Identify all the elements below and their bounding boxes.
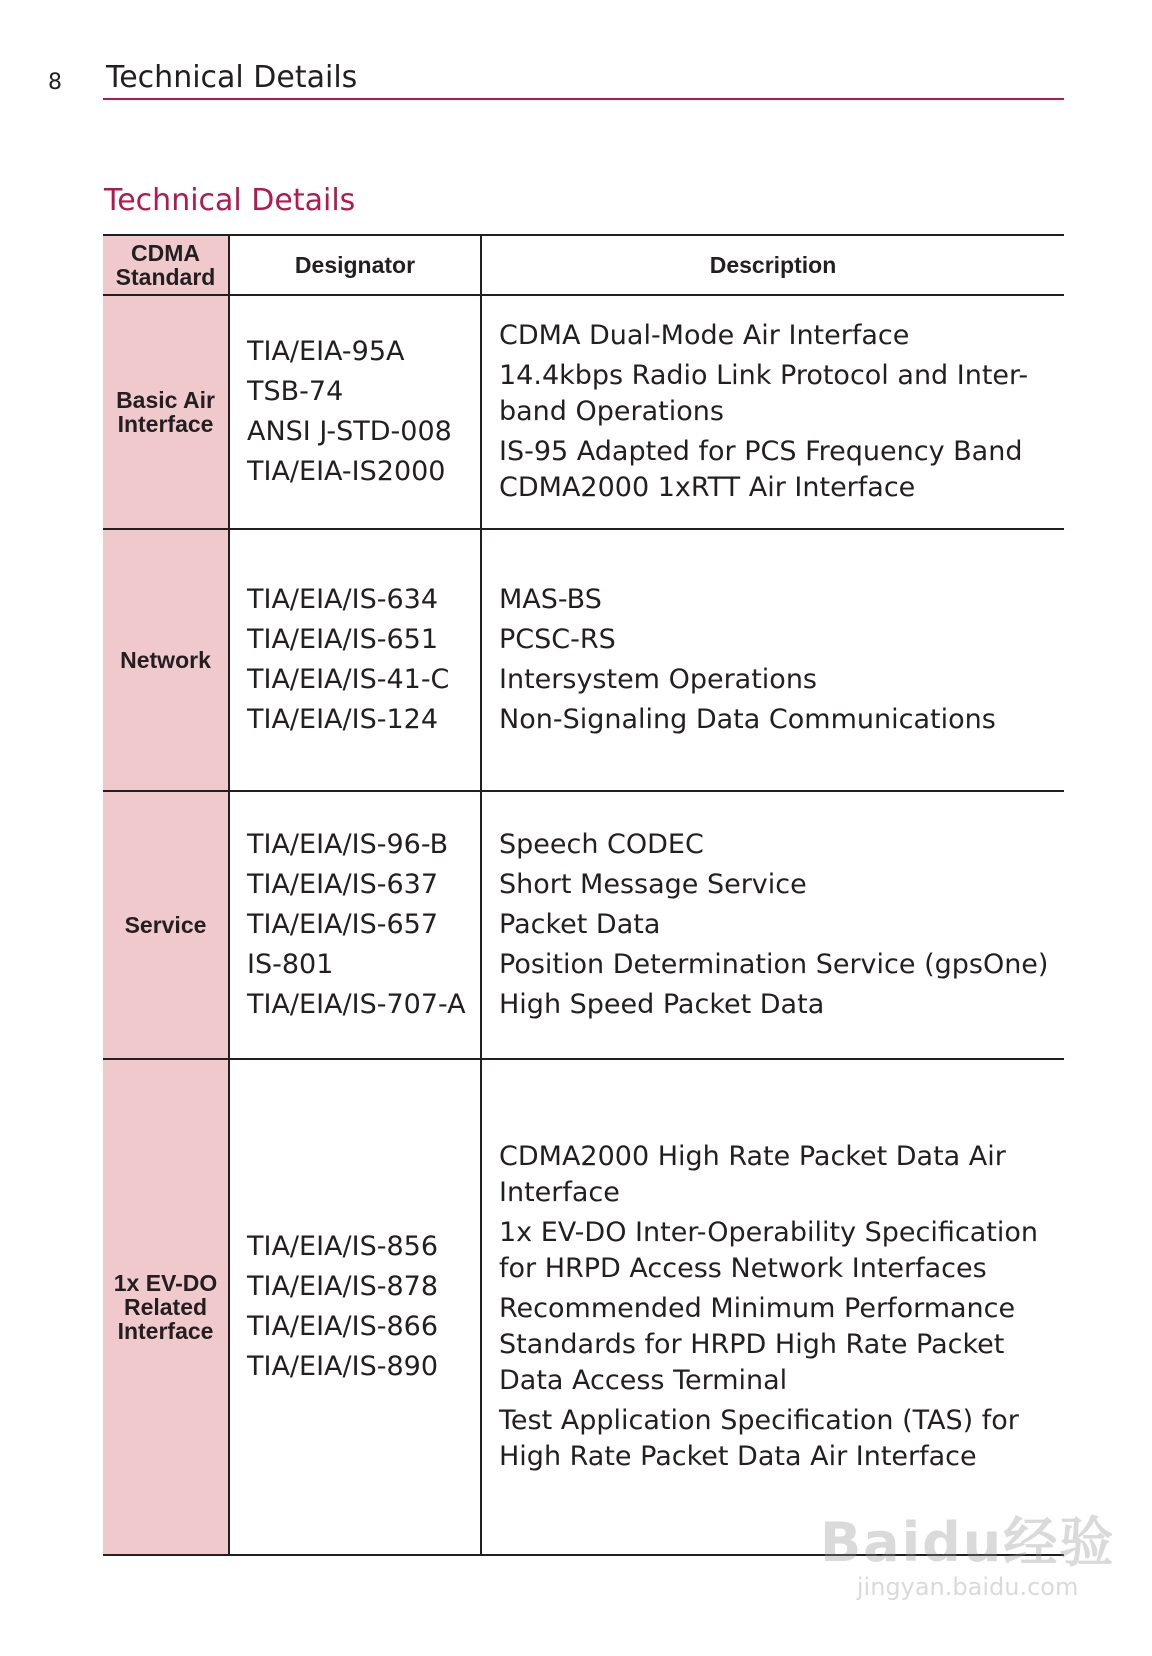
description-item: High Speed Packet Data	[499, 989, 825, 1020]
designator-item: TIA/EIA/IS-707-A	[247, 989, 466, 1020]
running-header-title: Technical Details	[106, 60, 358, 95]
designator-item: TIA/EIA/IS-637	[247, 869, 438, 900]
designator-item: IS-801	[247, 949, 334, 980]
description-item: Test Application Specification (TAS) for High Rate Packet Data Air Interface	[499, 1405, 1019, 1472]
description-item: Packet Data	[499, 909, 661, 940]
designator-item: TIA/EIA-IS2000	[247, 456, 446, 487]
table-row	[103, 295, 1064, 529]
header-description: Description	[709, 251, 837, 278]
row-standard-network: Network	[103, 529, 229, 791]
designator-item: TIA/EIA/IS-657	[247, 909, 438, 940]
technical-details-table	[103, 234, 1064, 1556]
description-item: Position Determination Service (gpsOne)	[499, 949, 1049, 980]
table-row	[103, 791, 1064, 1059]
watermark-logo: Baidu经验 jingyan.baidu.com	[820, 1511, 1116, 1601]
designator-item: TIA/EIA/IS-124	[247, 704, 438, 735]
table-header-row	[103, 235, 1064, 295]
table-row	[103, 529, 1064, 791]
designator-item: TIA/EIA/IS-634	[247, 584, 438, 615]
description-item: CDMA Dual-Mode Air Interface	[499, 320, 910, 351]
designator-item: TIA/EIA/IS-890	[247, 1351, 438, 1382]
row-descriptions	[481, 1059, 1064, 1555]
designator-item: TIA/EIA/IS-651	[247, 624, 438, 655]
description-item: 14.4kbps Radio Link Protocol and Inter-band Operations	[499, 360, 1029, 427]
header-divider	[103, 98, 1064, 100]
row-descriptions	[481, 791, 1064, 1059]
row-designators	[229, 529, 481, 791]
description-item: 1x EV-DO Inter-Operability Specification for HRPD Access Network Interfaces	[499, 1217, 1038, 1284]
description-item: MAS-BS	[499, 584, 602, 615]
designator-item: TIA/EIA/IS-96-B	[247, 829, 449, 860]
header-cdma-standard: CDMA Standard	[103, 235, 229, 295]
description-item: Recommended Minimum Performance Standards for HRPD High Rate Packet Data Access Terminal	[499, 1293, 1016, 1396]
description-item: Non-Signaling Data Communications	[499, 704, 996, 735]
row-standard-service: Service	[103, 791, 229, 1059]
designator-item: TIA/EIA/IS-856	[247, 1231, 438, 1262]
row-descriptions	[481, 529, 1064, 791]
designator-item: TIA/EIA/IS-41-C	[247, 664, 450, 695]
designator-item: TSB-74	[247, 376, 344, 407]
description-item: IS-95 Adapted for PCS Frequency Band CDMA2000 1xRTT Air Interface	[499, 436, 1023, 503]
page-number: 8	[48, 70, 62, 95]
row-standard-1x-ev-do: 1x EV-DO Related Interface	[103, 1059, 229, 1555]
designator-item: TIA/EIA-95A	[247, 336, 405, 367]
description-item: Intersystem Operations	[499, 664, 818, 695]
designator-item: ANSI J-STD-008	[247, 416, 452, 447]
row-standard-basic-air-interface: Basic Air Interface	[103, 295, 229, 529]
description-item: CDMA2000 High Rate Packet Data Air Interface	[499, 1141, 1006, 1208]
designator-item: TIA/EIA/IS-878	[247, 1271, 438, 1302]
row-designators	[229, 1059, 481, 1555]
description-item: Short Message Service	[499, 869, 807, 900]
header-designator: Designator	[229, 235, 481, 295]
row-descriptions	[481, 295, 1064, 529]
designator-item: TIA/EIA/IS-866	[247, 1311, 438, 1342]
table-row	[103, 1059, 1064, 1555]
row-designators	[229, 791, 481, 1059]
row-designators	[229, 295, 481, 529]
description-item: Speech CODEC	[499, 829, 704, 860]
description-item: PCSC-RS	[499, 624, 616, 655]
section-title: Technical Details	[104, 183, 356, 218]
